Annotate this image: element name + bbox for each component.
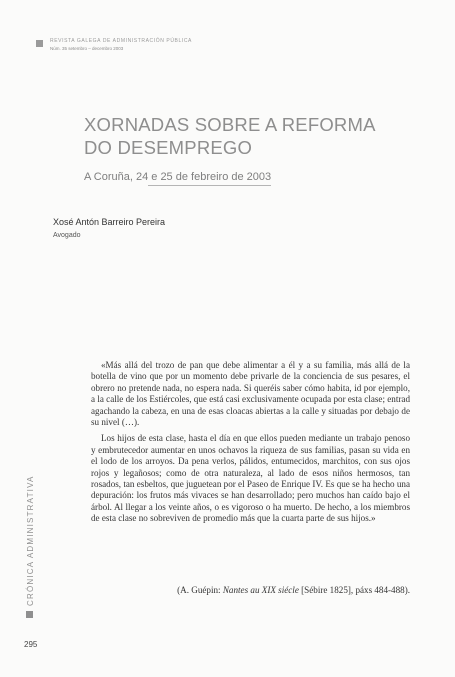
- section-square-icon: [26, 611, 33, 618]
- subtitle-underline: [148, 185, 271, 186]
- quote-paragraph: Los hijos de esta clase, hasta el día en que ellos pueden mediante un trabajo penoso y embrutecedor aumentar en unos ochavos la riqueza de sus familias, pasan su vida en el lodo de los arroyos. Da pena verlos, pálidos, entumecidos, marchitos, con sus ojos rojos y legañosos; como de otra naturaleza, al lado de esos niños hermosos, tan rosados, tan esbeltos, que juguetean por el Paseo de Enrique IV. Es que se ha hecho una depuración: los frutos más vivaces se han desarrollado; pero muchos han caído bajo el árbol. Al llegar a los veinte años, o es vigoroso o ha muerto. De hecho, a los miembros de esta clase no sobreviven de promedio más que la cuarta parte de sus hijos.»: [91, 433, 410, 524]
- citation-details: [Sébire 1825], páxs 484-488).: [298, 585, 410, 595]
- quote-paragraph: «Más allá del trozo de pan que debe alimentar a él y a su familia, más allá de la botella de vino que por un momento debe privarle de la conciencia de sus pesares, el obrero no pretende nada, no espera nada. Si queréis saber cómo habita, id por ejemplo, a la calle de los Estiércoles, que está casi exclusivamente ocupada por esta clase; entrad agachando la cabeza, en una de esas cloacas abiertas a la calle y situadas por debajo de su nivel (…).: [91, 360, 410, 428]
- section-label: CRÓNICA ADMINISTRATIVA: [26, 475, 35, 606]
- citation-author: (A. Guépin:: [177, 585, 223, 595]
- article-title: XORNADAS SOBRE A REFORMA DO DESEMPREGO: [84, 114, 375, 158]
- article-subtitle: [84, 171, 271, 183]
- author-name: Xosé Antón Barreiro Pereira: [53, 217, 166, 227]
- citation-title: Nantes au XIX siécle: [222, 585, 299, 595]
- issue-info: Núm. 35 setembro – decembro 2003: [50, 46, 124, 51]
- page-number: 295: [24, 640, 38, 649]
- quote-block: [91, 360, 410, 525]
- subtitle-text: A Coruña, 24 e 25 de febreiro de 2003: [84, 171, 272, 183]
- header-square-icon: [36, 40, 43, 47]
- journal-name: REVISTA GALEGA DE ADMINISTRACIÓN PÚBLICA: [50, 38, 192, 44]
- section-sidebar: [26, 475, 35, 618]
- author-role: Avogado: [53, 232, 81, 239]
- quote-citation: [177, 585, 410, 595]
